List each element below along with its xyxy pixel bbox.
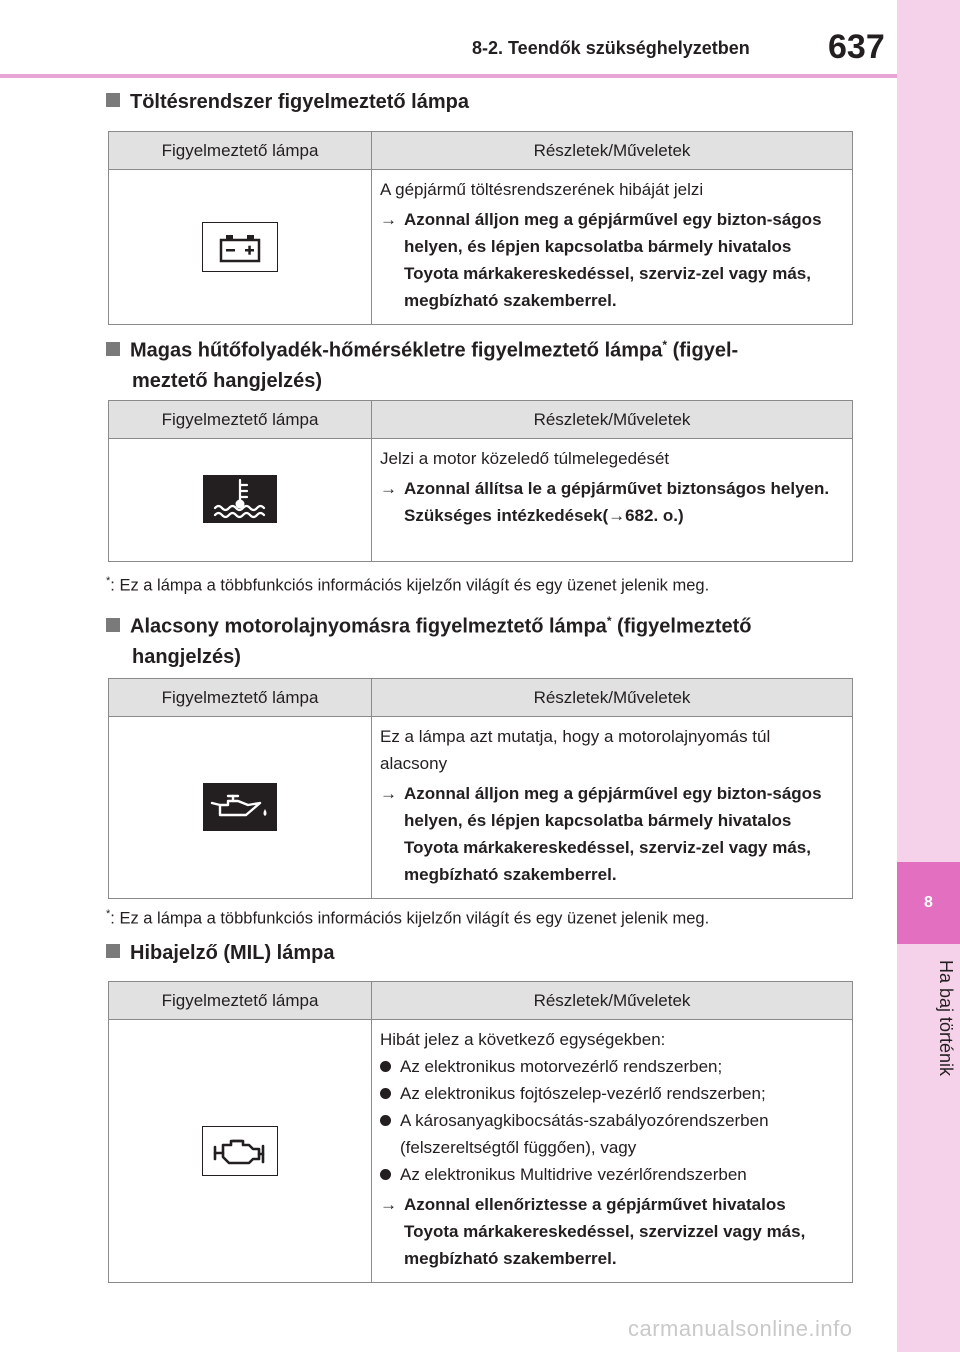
- chapter-title: Ha baj történik: [936, 960, 956, 1077]
- oil-pressure-icon: [203, 783, 277, 831]
- bullet-icon: [380, 1161, 400, 1188]
- watermark: carmanualsonline.info: [628, 1316, 853, 1341]
- heading-bullet: [106, 342, 120, 356]
- col-header-lamp: Figyelmeztető lámpa: [109, 679, 372, 717]
- check-engine-icon: [202, 1126, 278, 1176]
- list-item: Az elektronikus motorvezérlő rendszerben;: [380, 1053, 842, 1080]
- table-oil: [108, 678, 853, 899]
- col-header-lamp: Figyelmeztető lámpa: [109, 401, 372, 439]
- footnote: *: Ez a lámpa a többfunkciós információs kijelzőn világít és egy üzenet jelenik meg.: [106, 575, 710, 595]
- bullet-icon: [380, 1107, 400, 1161]
- action: → Azonnal ellenőriztesse a gépjárművet hivatalos Toyota márkakereskedéssel, szervizzel vagy más, megbízható szakemberrel.: [380, 1195, 806, 1268]
- action: → Azonnal álljon meg a gépjárművel egy bizton-ságos helyen, és lépjen kapcsolatba bármely hivatalos Toyota márkakereskedéssel, szerviz-zel vagy más, megbízható szakemberrel.: [380, 784, 822, 884]
- section-title: 8-2. Teendők szükséghelyzetben: [472, 38, 750, 58]
- chapter-number: 8: [897, 862, 960, 944]
- description: Hibát jelez a következő egységekben:: [380, 1030, 666, 1049]
- table-coolant: [108, 400, 853, 562]
- heading-mil: Hibajelző (MIL) lámpa: [106, 938, 846, 968]
- col-header-lamp: Figyelmeztető lámpa: [109, 132, 372, 170]
- heading-coolant: Magas hűtőfolyadék-hőmérsékletre figyelmeztető lámpa* (figyel- meztető hangjelzés): [106, 330, 846, 396]
- page-number: 637: [828, 28, 885, 66]
- list-item: Az elektronikus Multidrive vezérlőrendszerben: [380, 1161, 842, 1188]
- header-divider: [0, 74, 897, 78]
- col-header-lamp: Figyelmeztető lámpa: [109, 982, 372, 1020]
- heading-bullet: [106, 618, 120, 632]
- heading-bullet: [106, 944, 120, 958]
- list-item: Az elektronikus fojtószelep-vezérlő rendszerben;: [380, 1080, 842, 1107]
- table-charging: [108, 131, 853, 325]
- coolant-temperature-icon: [203, 475, 277, 523]
- bullet-icon: [380, 1053, 400, 1080]
- action: → Azonnal álljon meg a gépjárművel egy bizton-ságos helyen, és lépjen kapcsolatba bármely hivatalos Toyota márkakereskedéssel, szerviz-zel vagy más, megbízható szakemberrel.: [380, 210, 822, 310]
- col-header-details: Részletek/Műveletek: [372, 401, 853, 439]
- col-header-details: Részletek/Műveletek: [372, 982, 853, 1020]
- action: → Azonnal állítsa le a gépjárművet biztonságos helyen. Szükséges intézkedések(→682. o.): [380, 479, 830, 525]
- description: Ez a lámpa azt mutatja, hogy a motorolajnyomás túl alacsony: [380, 727, 771, 773]
- table-mil: [108, 981, 853, 1283]
- heading-bullet: [106, 93, 120, 107]
- col-header-details: Részletek/Műveletek: [372, 679, 853, 717]
- side-tab-top: [897, 0, 960, 862]
- bullet-icon: [380, 1080, 400, 1107]
- col-header-details: Részletek/Műveletek: [372, 132, 853, 170]
- footnote: *: Ez a lámpa a többfunkciós információs kijelzőn világít és egy üzenet jelenik meg.: [106, 908, 710, 928]
- heading-oil: Alacsony motorolajnyomásra figyelmeztető lámpa* (figyelmeztető hangjelzés): [106, 606, 846, 672]
- description: Jelzi a motor közeledő túlmelegedését: [380, 449, 670, 468]
- list-item: A károsanyagkibocsátás-szabályozórendszerben (felszereltségtől függően), vagy: [380, 1107, 842, 1161]
- battery-icon: [202, 222, 278, 272]
- description: A gépjármű töltésrendszerének hibáját jelzi: [380, 180, 704, 199]
- heading-charging: Töltésrendszer figyelmeztető lámpa: [106, 87, 846, 117]
